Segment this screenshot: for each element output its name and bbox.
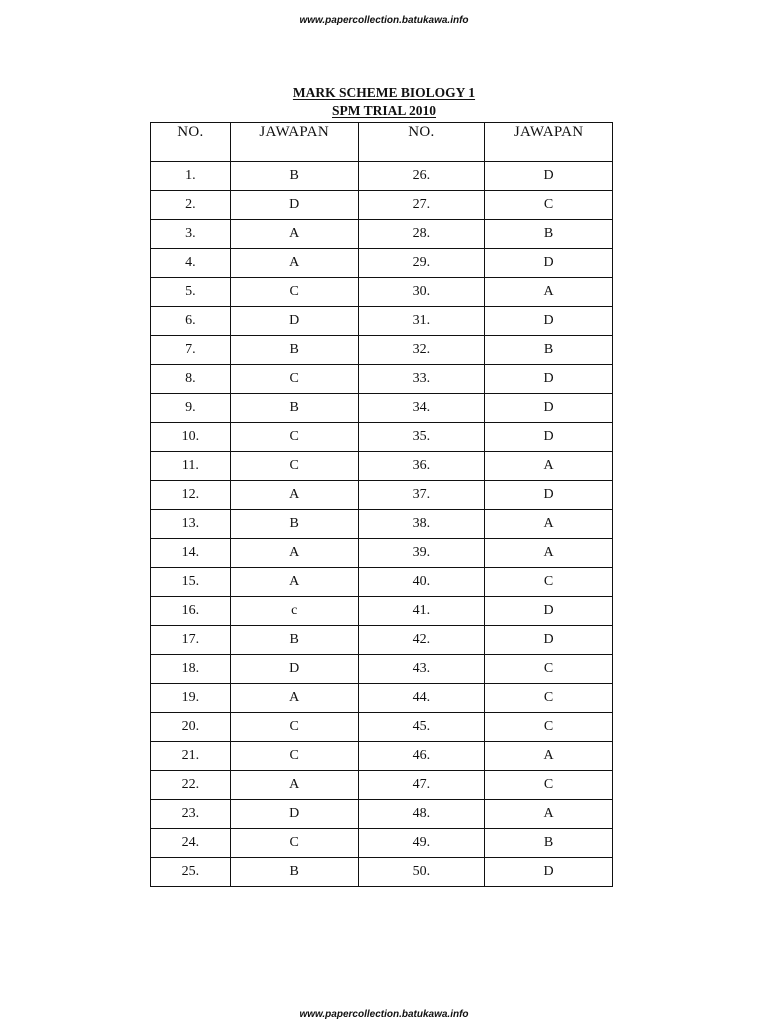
table-row [151, 684, 613, 713]
answer-cell: A [230, 684, 358, 713]
table-row [151, 829, 613, 858]
table-row [151, 800, 613, 829]
question-number-cell: 26. [358, 162, 485, 191]
question-number-cell: 5. [151, 278, 231, 307]
table-header-row [151, 123, 613, 162]
table-row [151, 336, 613, 365]
table-row [151, 162, 613, 191]
question-number-cell: 25. [151, 858, 231, 887]
answer-cell: D [485, 365, 613, 394]
question-number-cell: 19. [151, 684, 231, 713]
question-number-cell: 38. [358, 510, 485, 539]
question-number-cell: 49. [358, 829, 485, 858]
table-row [151, 771, 613, 800]
answer-cell: D [485, 626, 613, 655]
question-number-cell: 8. [151, 365, 231, 394]
question-number-cell: 50. [358, 858, 485, 887]
answer-cell: C [230, 423, 358, 452]
answer-cell: A [485, 539, 613, 568]
answer-cell: B [230, 626, 358, 655]
question-number-cell: 30. [358, 278, 485, 307]
table-row [151, 597, 613, 626]
title-line-1 [0, 84, 768, 101]
column-header-jawapan-left: JAWAPAN [230, 123, 358, 162]
table-row [151, 307, 613, 336]
answer-cell: D [230, 655, 358, 684]
question-number-cell: 46. [358, 742, 485, 771]
table-row [151, 481, 613, 510]
table-row [151, 278, 613, 307]
answer-cell: A [230, 249, 358, 278]
answer-cell: C [485, 684, 613, 713]
answer-cell: D [485, 162, 613, 191]
question-number-cell: 14. [151, 539, 231, 568]
table-row [151, 394, 613, 423]
answer-cell: B [230, 510, 358, 539]
table-row [151, 858, 613, 887]
answer-cell: A [485, 800, 613, 829]
column-header-no-left: NO. [151, 123, 231, 162]
question-number-cell: 29. [358, 249, 485, 278]
answer-cell: C [230, 829, 358, 858]
answer-cell: D [230, 191, 358, 220]
table-row [151, 220, 613, 249]
question-number-cell: 36. [358, 452, 485, 481]
question-number-cell: 41. [358, 597, 485, 626]
question-number-cell: 2. [151, 191, 231, 220]
question-number-cell: 34. [358, 394, 485, 423]
answer-cell: B [485, 829, 613, 858]
answer-cell: B [230, 162, 358, 191]
question-number-cell: 40. [358, 568, 485, 597]
answer-cell: C [485, 568, 613, 597]
column-header-jawapan-right: JAWAPAN [485, 123, 613, 162]
answer-cell: A [485, 278, 613, 307]
answer-cell: c [230, 597, 358, 626]
answer-cell: C [230, 365, 358, 394]
table-row [151, 510, 613, 539]
question-number-cell: 12. [151, 481, 231, 510]
answer-cell: A [230, 568, 358, 597]
title-line-2 [0, 102, 768, 119]
table-row [151, 249, 613, 278]
answer-cell: A [485, 742, 613, 771]
question-number-cell: 43. [358, 655, 485, 684]
answer-cell: D [485, 858, 613, 887]
answer-cell: A [230, 481, 358, 510]
answer-cell: C [485, 655, 613, 684]
answer-cell: B [230, 858, 358, 887]
table-row [151, 713, 613, 742]
answer-cell: C [485, 191, 613, 220]
table-row [151, 539, 613, 568]
answer-cell: A [230, 220, 358, 249]
question-number-cell: 21. [151, 742, 231, 771]
answer-cell: D [485, 597, 613, 626]
question-number-cell: 42. [358, 626, 485, 655]
question-number-cell: 32. [358, 336, 485, 365]
answer-cell: D [485, 481, 613, 510]
header-url: www.papercollection.batukawa.info [299, 15, 469, 26]
question-number-cell: 4. [151, 249, 231, 278]
question-number-cell: 31. [358, 307, 485, 336]
title-line-1-text: MARK SCHEME BIOLOGY 1 [292, 85, 476, 100]
table-row [151, 626, 613, 655]
answer-cell: A [485, 510, 613, 539]
table-body [151, 162, 613, 887]
table-row [151, 742, 613, 771]
answer-cell: B [485, 220, 613, 249]
question-number-cell: 24. [151, 829, 231, 858]
question-number-cell: 22. [151, 771, 231, 800]
table-row [151, 191, 613, 220]
table-row [151, 568, 613, 597]
answer-cell: C [230, 713, 358, 742]
question-number-cell: 9. [151, 394, 231, 423]
question-number-cell: 23. [151, 800, 231, 829]
question-number-cell: 17. [151, 626, 231, 655]
answer-cell: D [230, 307, 358, 336]
question-number-cell: 11. [151, 452, 231, 481]
answer-cell: D [485, 307, 613, 336]
answer-cell: C [485, 713, 613, 742]
answer-cell: C [230, 278, 358, 307]
question-number-cell: 3. [151, 220, 231, 249]
table-row [151, 452, 613, 481]
question-number-cell: 37. [358, 481, 485, 510]
question-number-cell: 33. [358, 365, 485, 394]
footer-url: www.papercollection.batukawa.info [299, 1009, 469, 1020]
answer-cell: A [485, 452, 613, 481]
question-number-cell: 47. [358, 771, 485, 800]
column-header-no-right: NO. [358, 123, 485, 162]
question-number-cell: 13. [151, 510, 231, 539]
question-number-cell: 44. [358, 684, 485, 713]
question-number-cell: 1. [151, 162, 231, 191]
answer-cell: D [230, 800, 358, 829]
title-line-2-text: SPM TRIAL 2010 [331, 103, 437, 118]
question-number-cell: 20. [151, 713, 231, 742]
question-number-cell: 48. [358, 800, 485, 829]
answer-cell: D [485, 249, 613, 278]
answer-cell: B [230, 336, 358, 365]
question-number-cell: 28. [358, 220, 485, 249]
answer-cell: C [230, 452, 358, 481]
answer-cell: C [230, 742, 358, 771]
answer-cell: B [485, 336, 613, 365]
answer-cell: D [485, 423, 613, 452]
question-number-cell: 18. [151, 655, 231, 684]
question-number-cell: 35. [358, 423, 485, 452]
answer-cell: A [230, 771, 358, 800]
question-number-cell: 39. [358, 539, 485, 568]
answer-cell: C [485, 771, 613, 800]
question-number-cell: 7. [151, 336, 231, 365]
question-number-cell: 45. [358, 713, 485, 742]
answer-cell: B [230, 394, 358, 423]
answer-cell: A [230, 539, 358, 568]
question-number-cell: 6. [151, 307, 231, 336]
table-row [151, 655, 613, 684]
table-row [151, 423, 613, 452]
question-number-cell: 16. [151, 597, 231, 626]
answer-table [150, 122, 613, 887]
question-number-cell: 15. [151, 568, 231, 597]
question-number-cell: 27. [358, 191, 485, 220]
question-number-cell: 10. [151, 423, 231, 452]
table-row [151, 365, 613, 394]
answer-cell: D [485, 394, 613, 423]
